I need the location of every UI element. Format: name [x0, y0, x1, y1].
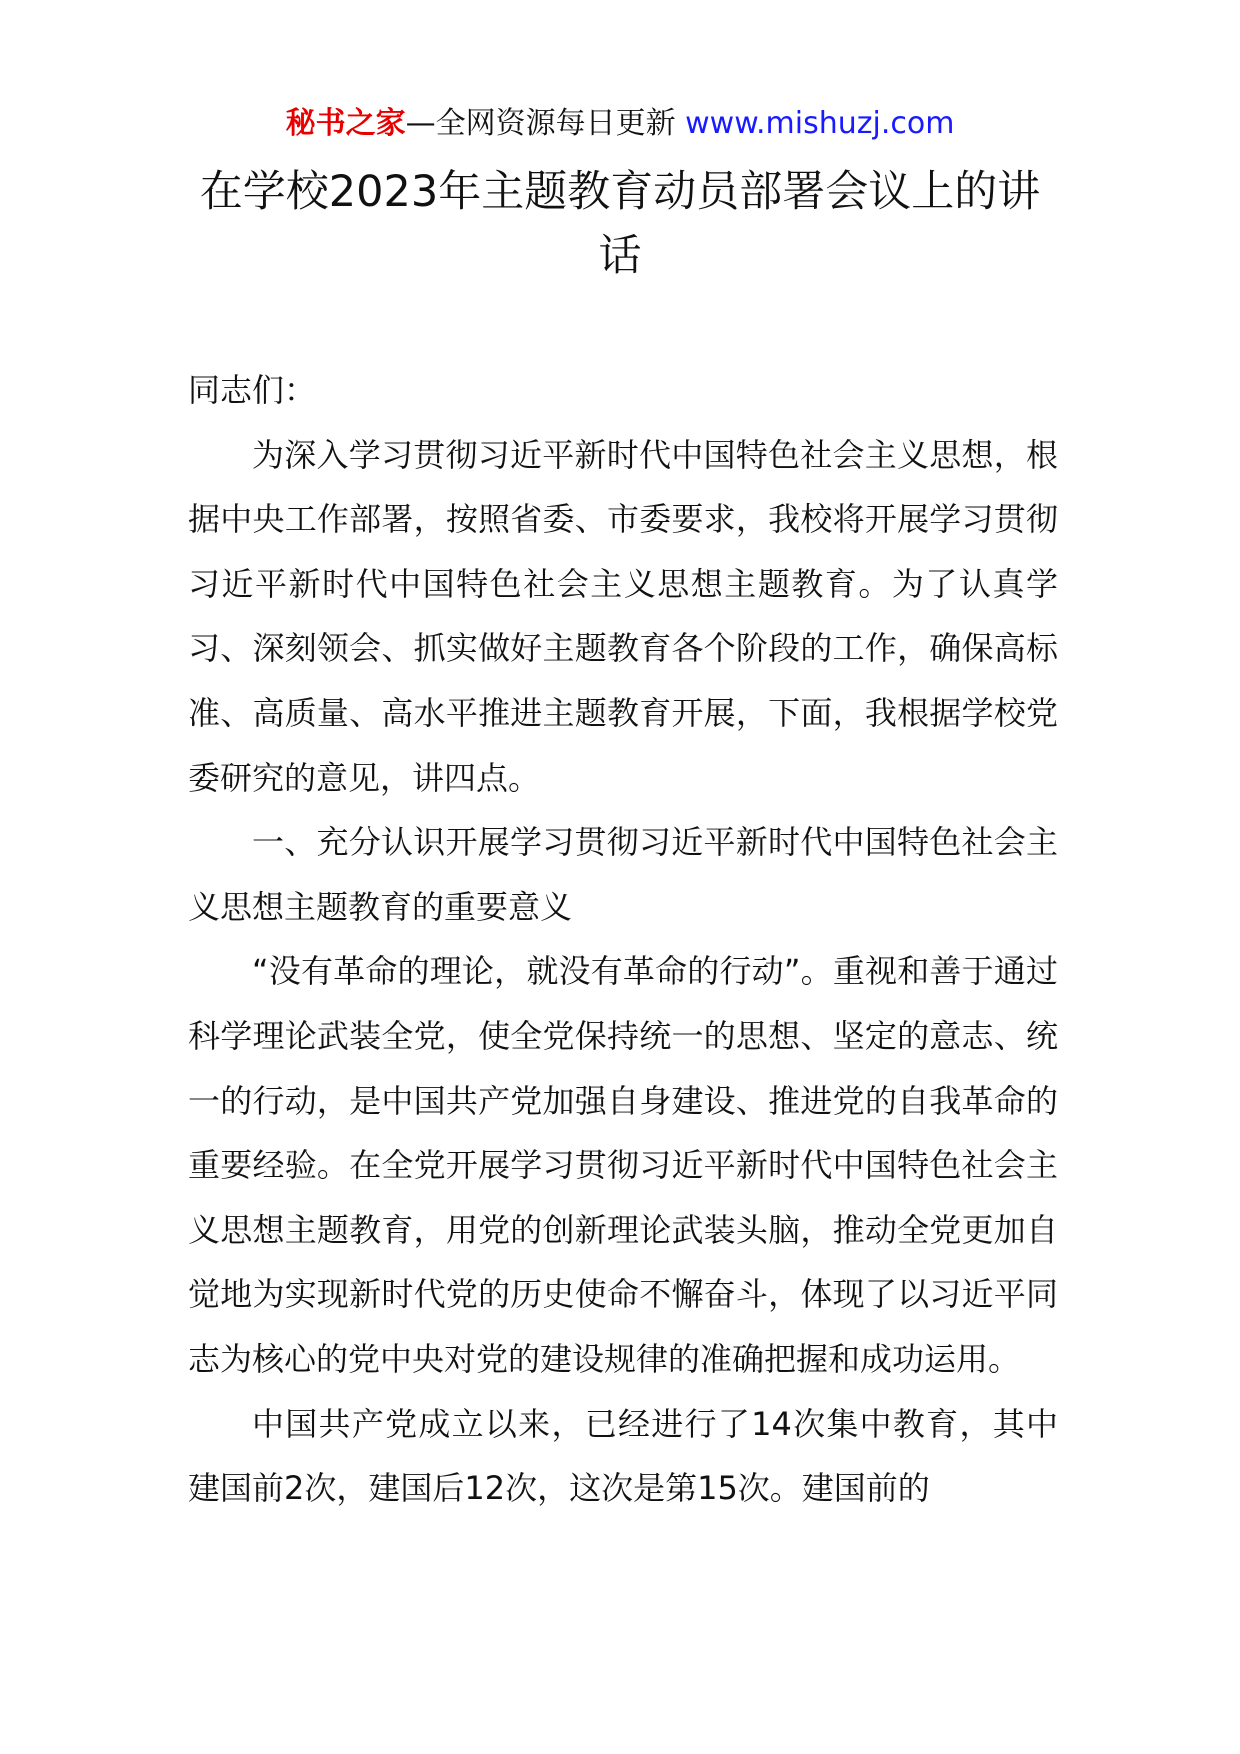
- salutation: 同志们：: [188, 371, 317, 409]
- brand-name: 秘书之家: [285, 106, 406, 141]
- section-heading-1: 一、充分认识开展学习贯彻习近平新时代中国特色社会主义思想主题教育的重要意义: [188, 823, 1058, 926]
- document-body: [188, 358, 1058, 1521]
- paragraph-intro: 为深入学习贯彻习近平新时代中国特色社会主义思想，根据中央工作部署，按照省委、市委要求，我校将开展学习贯彻习近平新时代中国特色社会主义思想主题教育。为了认真学习、深刻领会、抓实做好主题教育各个阶段的工作，确保高标准、高质量、高水平推进主题教育开展，下面，我根据学校党委研究的意见，讲四点。: [188, 435, 1058, 797]
- site-url[interactable]: www.mishuzj.com: [685, 106, 955, 141]
- paragraph-body-2: 中国共产党成立以来，已经进行了14次集中教育，其中建国前2次，建国后12次，这次是第15次。建国前的: [188, 1404, 1058, 1508]
- paragraph-body-1: “没有革命的理论，就没有革命的行动”。重视和善于通过科学理论武装全党，使全党保持统一的思想、坚定的意志、统一的行动，是中国共产党加强自身建设、推进党的自我革命的重要经验。在全党开展学习贯彻习近平新时代中国特色社会主义思想主题教育，用党的创新理论武装头脑，推动全党更加自觉地为实现新时代党的历史使命不懈奋斗，体现了以习近平同志为核心的党中央对党的建设规律的准确把握和成功运用。: [188, 952, 1058, 1378]
- site-tagline: —全网资源每日更新: [405, 106, 686, 141]
- site-header: [0, 104, 1240, 144]
- document-title: 在学校2023年主题教育动员部署会议上的讲话: [199, 167, 1041, 281]
